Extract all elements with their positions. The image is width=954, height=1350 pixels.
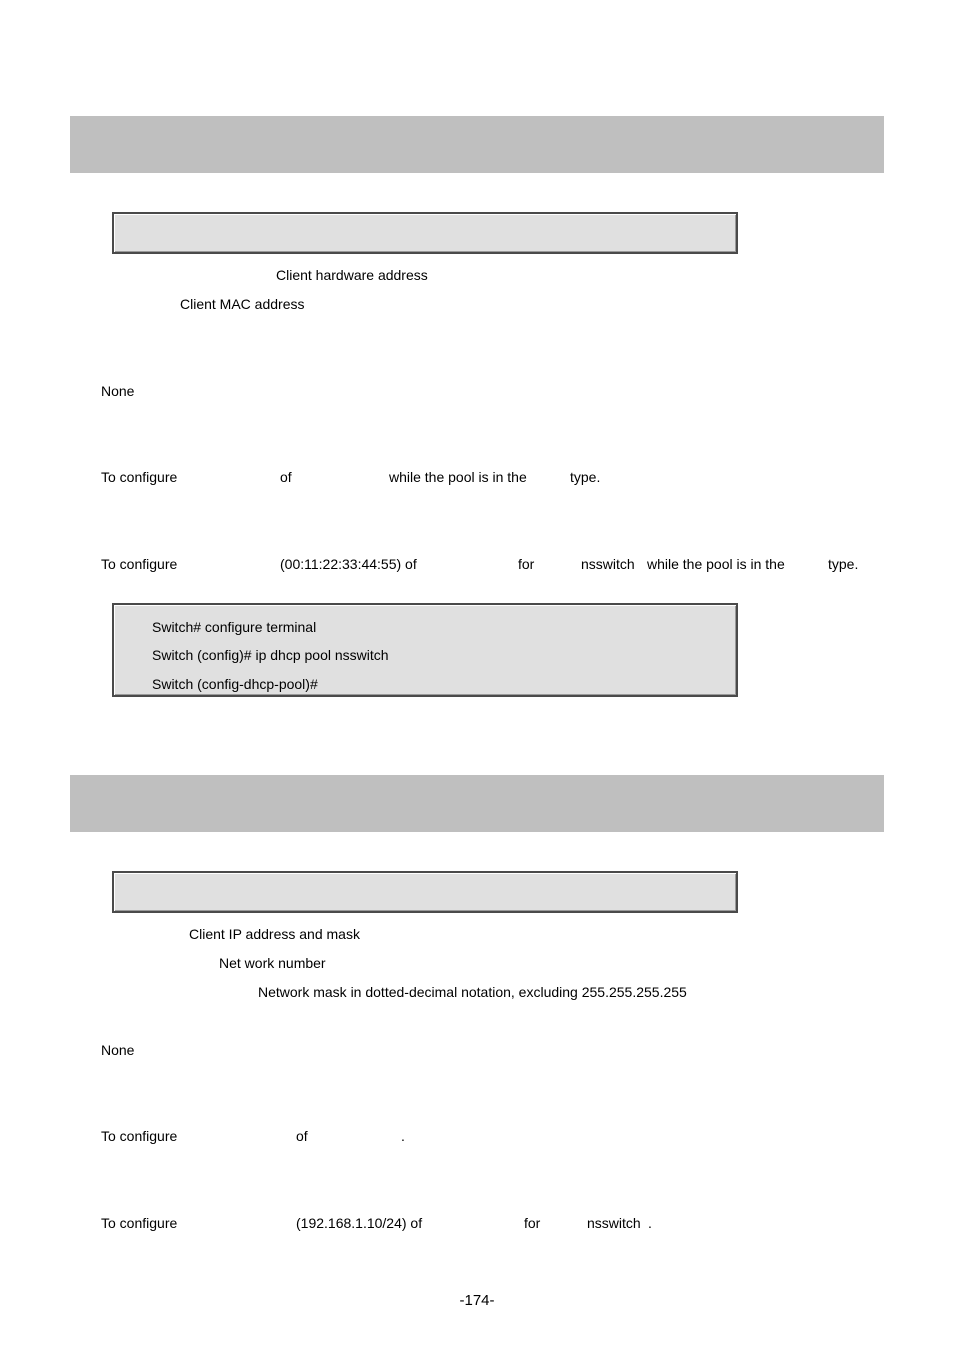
usage-text: while the pool is in the xyxy=(389,469,527,485)
section-header-band xyxy=(70,116,884,173)
parameter-description: Client hardware address xyxy=(276,267,428,283)
code-line: Switch (config)# ip dhcp pool nsswitch xyxy=(152,647,389,663)
example-text: To configure xyxy=(101,1215,178,1231)
example-text: To configure xyxy=(101,556,178,572)
example-text: nsswitch xyxy=(587,1215,641,1231)
parameter-description: Network mask in dotted-decimal notation, excluding 255.255.255.255 xyxy=(258,984,687,1000)
example-text: type. xyxy=(828,556,859,572)
parameter-description: Client MAC address xyxy=(180,296,305,312)
example-text: nsswitch xyxy=(581,556,635,572)
command-syntax-box xyxy=(112,212,738,254)
page-number: -174- xyxy=(459,1292,495,1309)
section-header-band xyxy=(70,775,884,832)
example-text: (192.168.1.10/24) of xyxy=(296,1215,423,1231)
command-syntax-box xyxy=(112,871,738,913)
usage-text: To configure xyxy=(101,469,178,485)
example-text: . xyxy=(648,1215,652,1231)
default-value: None xyxy=(101,383,135,399)
default-value: None xyxy=(101,1042,135,1058)
usage-text: of xyxy=(296,1128,308,1144)
parameter-description: Net work number xyxy=(219,955,326,971)
usage-text: type. xyxy=(570,469,601,485)
code-line: Switch# configure terminal xyxy=(152,619,317,635)
example-text: while the pool is in the xyxy=(647,556,785,572)
code-line: Switch (config-dhcp-pool)# xyxy=(152,676,318,692)
example-code-box xyxy=(112,603,738,697)
usage-text: . xyxy=(401,1128,405,1144)
usage-text: of xyxy=(280,469,292,485)
example-text: (00:11:22:33:44:55) of xyxy=(280,556,417,572)
example-text: for xyxy=(524,1215,541,1231)
example-text: for xyxy=(518,556,535,572)
usage-text: To configure xyxy=(101,1128,178,1144)
parameter-description: Client IP address and mask xyxy=(189,926,360,942)
